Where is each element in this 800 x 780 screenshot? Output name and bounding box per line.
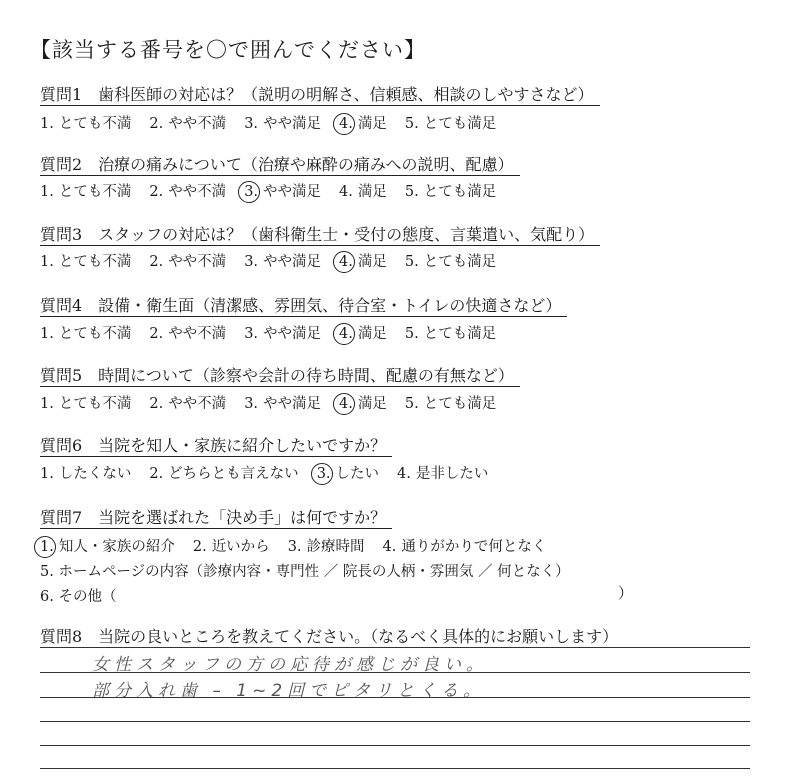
option-2[interactable]: 2. どちらとも言えない [149,466,299,482]
answer-rule-2 [40,672,750,673]
answer-rule-3 [40,697,750,698]
page-title: 【該当する番号を〇で囲んでください】 [30,38,426,62]
question-6-label: 質問6 当院を知人・家族に紹介したいですか？ [40,436,392,457]
option-2[interactable]: 2. やや不満 [149,116,227,132]
question-3-label: 質問3 スタッフの対応は？（歯科衛生士・受付の態度、言葉遣い、気配り） [40,225,600,246]
question-7-option-5[interactable]: 5. ホームページの内容（診療内容・専門性 ／ 院長の人柄・雰囲気 ／ 何となく） [40,564,570,580]
option-5[interactable]: 5. とても満足 [404,254,497,270]
question-4-options [40,322,514,343]
option-4[interactable]: 4. 満足 [339,184,387,200]
question-5-options [40,392,514,413]
answer-rule-4 [40,721,750,722]
question-2-label: 質問2 治療の痛みについて（治療や麻酔の痛みへの説明、配慮） [40,155,520,176]
option-1[interactable]: 1. とても不満 [40,254,132,270]
option-4[interactable]: 4. 満足 [339,254,387,270]
option-3[interactable]: 3. やや満足 [244,116,322,132]
option-1[interactable]: 1. とても不満 [40,116,132,132]
option-1[interactable]: 1. とても不満 [40,396,132,412]
option-3[interactable]: 3. やや満足 [244,326,322,342]
question-8-label: 質問8 当院の良いところを教えてください。（なるべく具体的にお願いします） [40,627,619,646]
option-4[interactable]: 4. 満足 [339,116,387,132]
option-2[interactable]: 2. やや不満 [149,254,227,270]
question-4-label: 質問4 設備・衛生面（清潔感、雰囲気、待合室・トイレの快適さなど） [40,296,567,317]
option-3[interactable]: 3. やや満足 [244,184,322,200]
question-2-options [40,180,514,201]
option-5[interactable]: 5. とても満足 [404,396,497,412]
option-1[interactable]: 1. したくない [40,466,132,482]
question-7-option-3[interactable]: 3. 診療時間 [287,539,365,555]
option-3[interactable]: 3. したい [316,466,380,482]
question-1-options [40,112,514,133]
option-2[interactable]: 2. やや不満 [149,396,227,412]
question-3-options [40,250,514,271]
question-7-option-1[interactable]: 1. 知人・家族の紹介 [40,539,175,555]
other-close-paren: ） [618,584,634,602]
answer-rule-1 [40,647,750,648]
question-7-options [40,535,564,556]
option-5[interactable]: 5. とても満足 [404,116,497,132]
option-5[interactable]: 5. とても満足 [404,326,497,342]
option-1[interactable]: 1. とても不満 [40,326,132,342]
option-2[interactable]: 2. やや不満 [149,326,227,342]
option-3[interactable]: 3. やや満足 [244,254,322,270]
option-1[interactable]: 1. とても不満 [40,184,132,200]
question-1-label: 質問1 歯科医師の対応は？（説明の明解さ、信頼感、相談のしやすさなど） [40,85,600,106]
handwritten-answer-line-1: 女性スタッフの方の応待が感じが良い。 [92,655,488,675]
answer-rule-6 [40,768,750,769]
option-2[interactable]: 2. やや不満 [149,184,227,200]
option-4[interactable]: 4. 満足 [339,396,387,412]
option-4[interactable]: 4. 是非したい [397,466,489,482]
question-7-option-2[interactable]: 2. 近いから [192,539,270,555]
handwritten-answer-line-2: 部分入れ歯 – 1~2回でピタリとくる。 [92,681,486,701]
answer-rule-5 [40,745,750,746]
question-5-label: 質問5 時間について（診察や会計の待ち時間、配慮の有無など） [40,366,520,387]
question-7-option-6[interactable]: 6. その他（ [40,589,117,605]
question-7-label: 質問7 当院を選ばれた「決め手」は何ですか？ [40,508,392,529]
option-4[interactable]: 4. 満足 [339,326,387,342]
question-7-option-4[interactable]: 4. 通りがかりで何となく [382,539,547,555]
option-3[interactable]: 3. やや満足 [244,396,322,412]
option-5[interactable]: 5. とても満足 [404,184,497,200]
question-6-options [40,462,506,483]
